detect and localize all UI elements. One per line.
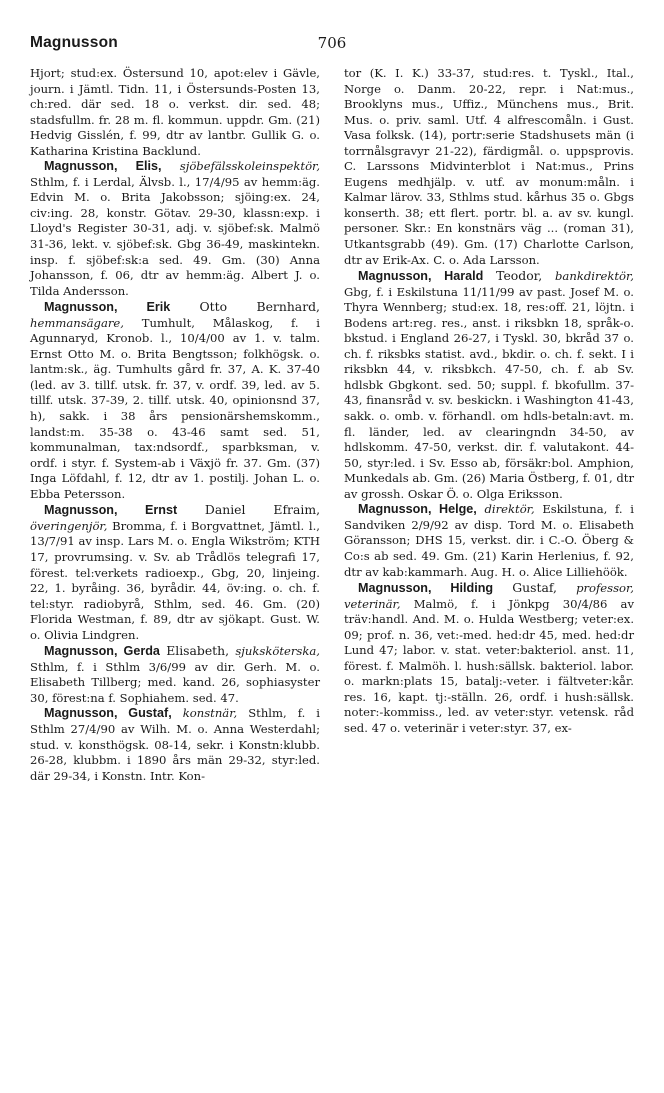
entry-given-names: Daniel Efraim, [204, 502, 321, 518]
entry-name: Magnusson, Ernst [44, 503, 178, 518]
entry-name: Magnusson, Gerda [44, 644, 160, 659]
entry-occupation: sjuksköterska, [235, 644, 320, 659]
entry-name: Magnusson, Helge, [358, 502, 477, 517]
biography-entry [344, 268, 634, 502]
entry-occupation: överingenjör, [30, 518, 108, 533]
entry-given-names: Otto Bernhard, [199, 299, 320, 315]
entry-name: Magnusson, Erik [44, 300, 171, 315]
entry-occupation: hemmansägare, [30, 315, 124, 330]
entry-name: Magnusson, Hilding [358, 581, 494, 596]
running-head: Magnusson [30, 34, 118, 51]
entry-occupation: bankdirektör, [555, 269, 634, 284]
biography-entry [30, 643, 320, 706]
entry-body: Malmö, f. i Jönkpg 30/4/86 av träv:handl. And. M. o. Hulda Westberg; veter:ex. 09; prof. n. 36, vet:-med. hed:dr 45, med. hed:dr Lund 47; labor. v. stat. veter:bakteriol. anst. 11, förest. f. Malmöh. l. hush:sällsk. bakteriol. labor. o. markn:plats 15, batalj:-veter. i fältveter:kår. res. 16, kapt. tj:-ställn. 26, ordf. i hush:sällsk. noter:-kommiss., led. av veter:styr. vetensk. råd sed. 47 o. veterinär i veter:styr. 37, ex- [344, 596, 635, 735]
entry-body: Tumhult, Målaskog, f. i Agunnaryd, Kronob. l., 10/4/00 av 1. v. talm. Ernst Otto M. o. Brita Bengtsson; folkhögsk. o. lantm:sk., äg. Tumhults gård fr. 37, A. K. 37-40 (led. av 3. tillf. utsk. fr. 37, v. ordf. 39, led. av 5. tillf. utsk. 37-39, 2. tillf. utsk. 40, opinionsnd 37, h), sakk. i 38 års pensionärshemskomm., landst:m. 35-38 o. 43-46 samt sed. 51, kommunalman, tax:ndsordf., sparbksman, v. ordf. i styr. f. System-ab i Växjö fr. 37. Gm. (37) Inga Löfdahl, f. 12, dtr av 1. postilj. Johan L. o. Ebba Petersson. [30, 315, 320, 501]
biography-entry [30, 159, 320, 299]
biography-entry [30, 502, 320, 643]
page-header [30, 34, 634, 60]
entry-body: Sthlm, f. i Lerdal, Älvsb. l., 17/4/95 av hemm:äg. Edvin M. o. Brita Jakobsson; sjöing:ex. 24, civ:ing. 28, konstr. Götav. 29-30, klassn:exp. i Lloyd's Register 30-31, adj. v. sjöbef:sk. Malmö 31-36, lekt. v. sjöbef:sk. Gbg 36-49, maskintekn. insp. f. sjöbef:sk:a sed. 49. Gm. (30) Anna Johansson, f. 06, dtr av hemm:äg. Albert J. o. Tilda Andersson. [30, 174, 320, 298]
entry-name: Magnusson, Harald [358, 269, 484, 284]
entry-name: Magnusson, Elis, [44, 159, 162, 174]
entry-body: Sthlm, f. i Sthlm 3/6/99 av dir. Gerh. M. o. Elisabeth Tillberg; med. kand. 26, sophiasyster 30, förest:na f. Sophiahem. sed. 47. [30, 659, 320, 705]
entry-occupation: direktör, [484, 502, 535, 517]
entry-occupation: sjöbefälsskoleinspektör, [179, 159, 320, 174]
biography-entry [344, 580, 634, 736]
entry-body: Sthlm, f. i Sthlm 27/4/90 av Wilh. M. o. Anna Westerdahl; stud. v. konsthögsk. 08-14, sekr. i Konstn:klubb. 26-28, klubbm. i 1890 års män 29-32, styr:led. där 29-34, i Konstn. Intr. Kon- [30, 706, 321, 783]
entry-body: Bromma, f. i Borgvattnet, Jämtl. l., 13/7/91 av insp. Lars M. o. Engla Wikström; KTH 17, provrumsing. v. Sv. ab Trådlös telegrafi 17, förest. tel:verkets radioexp., Gbg, 20, linjeing. 22, 1. byråing. 36, byrådir. 44, öv:ing. o. ch. f. tel:styr. radiobyrå, Sthlm, sed. 46. Gm. (20) Florida Westman, f. 89, dtr av sjökapt. Gust. W. o. Olivia Lindgren. [30, 518, 320, 642]
left-column [30, 66, 320, 784]
entry-occupation: professor, veterinär, [344, 581, 634, 611]
right-column [344, 66, 634, 737]
page-number: 706 [317, 34, 347, 52]
entry-body: tor (K. I. K.) 33-37, stud:res. t. Tyskl., Ital., Norge o. Danm. 20-22, repr. i Nat:mus., Brooklyns mus., Uffiz., Münchens mus., Brit. Mus. o. priv. saml. Utf. 4 alfrescomåln. i Gust. Vasa folksk. (14), portr:serie Stadshusets män (i torrnålsgravyr 21-22), färdigmål. o. uppsprovis. C. Larssons Midvinterblot i Nat:mus., Prins Eugens medhjälp. v. utf. av monum:måln. i Kalmar lärov. 33, Sthlms stud. kårhus 35 o. Gbgs konserth. 38; ett flert. portr. bl. a. av sv. kungl. personer. Skr.: En konstnärs väg ... (roman 31), Utkantsgrabb (49). Gm. (17) Charlotte Carlson, dtr av Erik-Ax. C. o. Ada Larsson. [344, 66, 634, 267]
biography-entry [344, 502, 634, 580]
entry-given-names: Gustaf, [512, 580, 557, 596]
entry-continuation [30, 66, 320, 159]
entry-name: Magnusson, Gustaf, [44, 706, 172, 721]
entry-continuation [344, 66, 634, 268]
entry-body: Eskilstuna, f. i Sandviken 2/9/92 av disp. Tord M. o. Elisabeth Göransson; DHS 15, verkst. dir. i C.-O. Öberg & Co:s ab sed. 49. Gm. (21) Karin Herlenius, f. 92, dtr av kab:kammarh. Aug. H. o. Alice Lilliehöök. [344, 502, 635, 579]
entry-occupation: konstnär, [182, 706, 238, 721]
entry-body: Hjort; stud:ex. Östersund 10, apot:elev i Gävle, journ. i Jämtl. Tidn. 11, i Östersunds-Posten 13, ch:red. där sed. 18 o. verkst. dir. sed. 48; stadsfullm. fr. 28 m. fl. kommun. uppdr. Gm. (21) Hedvig Gisslén, f. 99, dtr av lantbr. Gullik G. o. Katharina Kristina Backlund. [30, 66, 320, 158]
text-columns [30, 66, 634, 1076]
entry-given-names: Elisabeth, [166, 643, 230, 659]
biography-entry [30, 299, 320, 502]
entry-given-names: Teodor, [496, 268, 543, 284]
biography-entry [30, 706, 320, 784]
entry-body: Gbg, f. i Eskilstuna 11/11/99 av past. Josef M. o. Thyra Wennberg; stud:ex. 18, res:off. 21, löjtn. i Bodens art:reg. res., anst. i riksbkn 18, språk-o. bkstud. i England 26-27, i Tyskl. 30, bkråd 37 o. ch. f. riksbks statist. avd., bkdir. o. ch. f. sekt. I i riksbkn 44, v. riksbkch. 47-50, ch. f. ab Sv. hdlsbk Gbgkont. sed. 50; suppl. f. bkofullm. 37-43, finansråd v. sv. beskickn. i Washington 41-43, sakk. o. omb. v. förhandl. om hdls-betaln:avt. m. fl. länder, led. av clearingndn 34-50, av hdlskomm. 47-50, verkst. dir. f. valutakont. 44-50, styr:led. i Sv. Esso ab, försäkr:bol. Amphion, Munkedals ab. Gm. (26) Maria Östberg, f. 01, dtr av grossh. Oskar Ö. o. Olga Eriksson. [344, 284, 634, 501]
